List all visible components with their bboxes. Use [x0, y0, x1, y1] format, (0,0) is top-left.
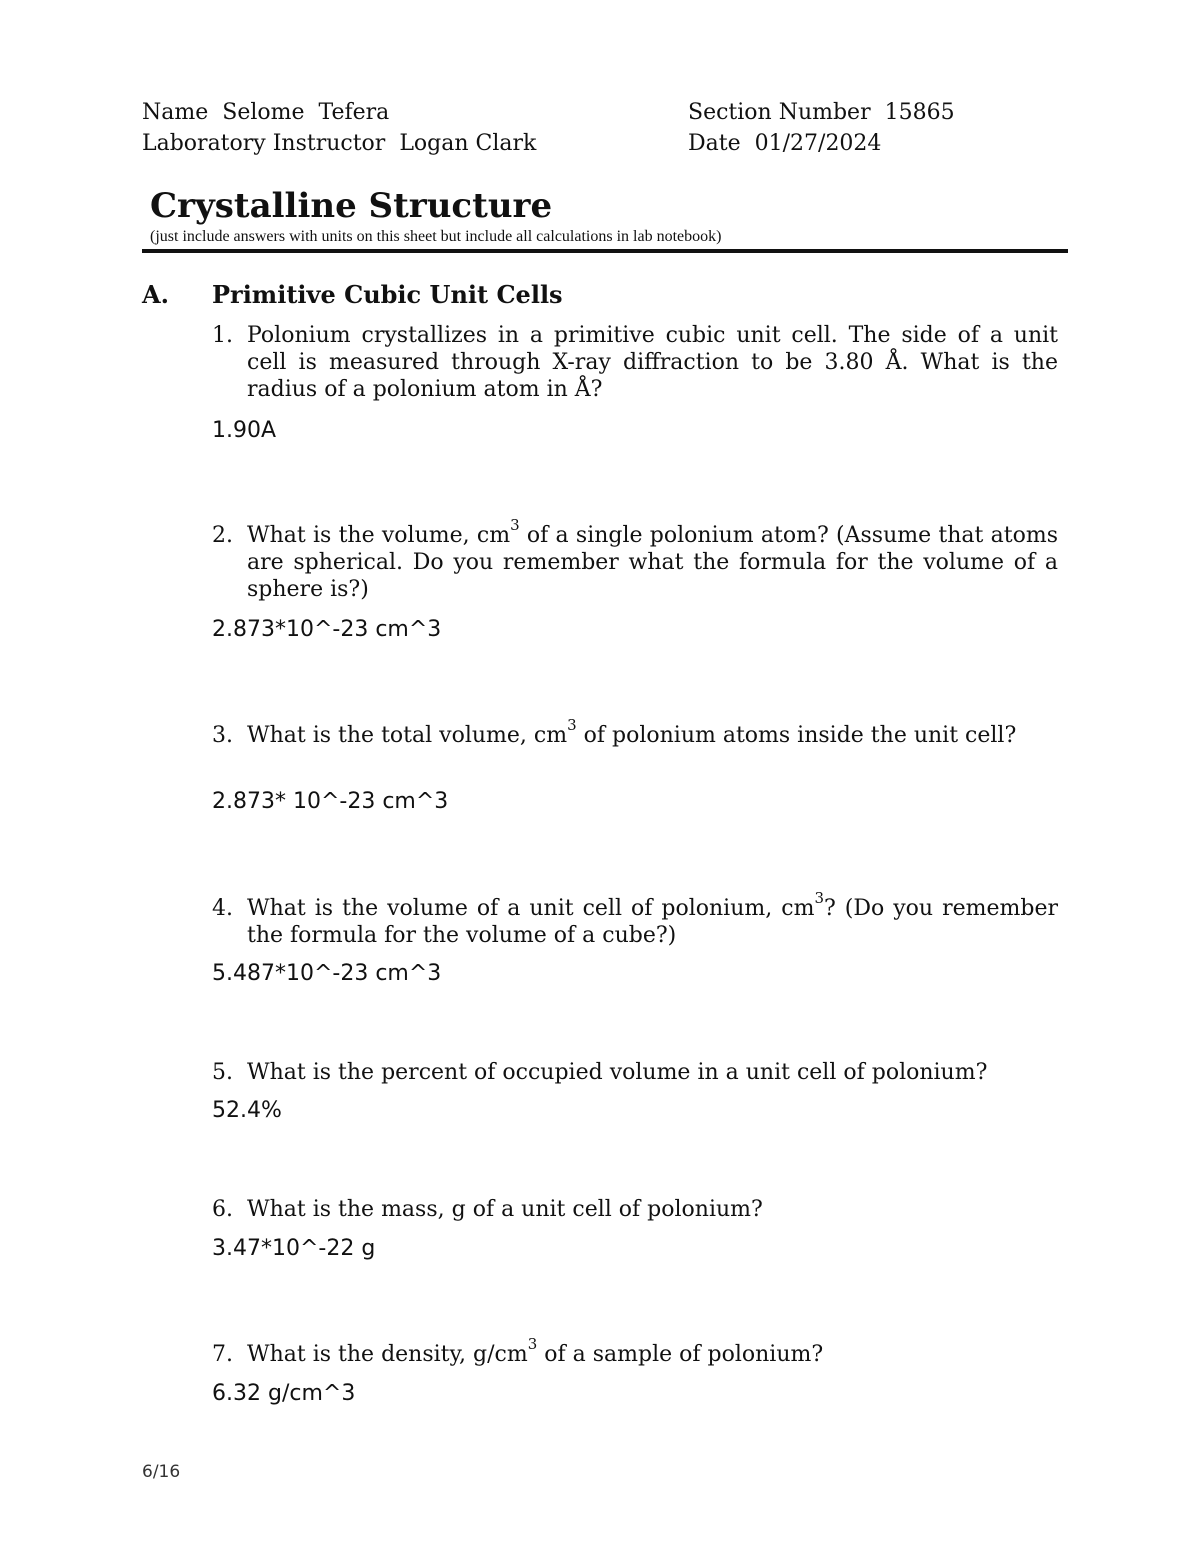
- question-text-part: What is the volume, cm: [247, 523, 511, 548]
- question-number: 5.: [212, 1060, 233, 1085]
- section-letter: A.: [142, 280, 169, 309]
- question-3: [212, 715, 1058, 749]
- question-text-part: What is the density, g/cm: [247, 1342, 528, 1367]
- title-divider: [142, 249, 1068, 253]
- answer-2: 2.873*10^-23 cm^3: [212, 617, 442, 642]
- superscript: 3: [527, 1334, 538, 1353]
- question-4: [212, 888, 1058, 949]
- answer-5: 52.4%: [212, 1098, 282, 1123]
- question-text: [247, 515, 1058, 603]
- question-text-part: of polonium atoms inside the unit cell?: [576, 723, 1017, 748]
- question-text-part: What is the percent of occupied volume in a unit cell of polonium?: [247, 1060, 988, 1085]
- page-number: 6/16: [142, 1462, 181, 1482]
- date-label: Date: [688, 131, 741, 156]
- answer-3: 2.873* 10^-23 cm^3: [212, 789, 449, 814]
- question-text-part: What is the mass, g of a unit cell of polonium?: [247, 1197, 763, 1222]
- question-number: 4.: [212, 896, 233, 921]
- section-number-field: [688, 100, 955, 125]
- question-text-part: of a single polonium atom? (Assume that atoms are spherical. Do you remember what the formula for the volume of a sphere is?): [247, 523, 1058, 602]
- name-field: [142, 100, 389, 125]
- question-text-part: What is the volume of a unit cell of polonium, cm: [247, 896, 815, 921]
- superscript: 3: [814, 888, 824, 907]
- question-text: [247, 715, 1058, 749]
- section-number-value: 15865: [884, 100, 955, 125]
- question-text-part: ? (Do you remember the formula for the volume of a cube?): [247, 896, 1058, 948]
- section-number-label: Section Number: [688, 100, 871, 125]
- question-1: [212, 322, 1058, 403]
- name-value: Selome Tefera: [222, 100, 390, 125]
- question-text: [247, 322, 1058, 403]
- question-number: 1.: [212, 323, 233, 348]
- page-title: Crystalline Structure: [150, 186, 553, 226]
- answer-7: 6.32 g/cm^3: [212, 1381, 356, 1406]
- date-field: [688, 131, 881, 156]
- section-title: Primitive Cubic Unit Cells: [212, 280, 563, 309]
- question-text: [247, 1334, 1058, 1368]
- question-6: [212, 1196, 1058, 1223]
- superscript: 3: [567, 715, 577, 734]
- date-value: 01/27/2024: [754, 131, 882, 156]
- superscript: 3: [510, 515, 520, 534]
- question-text: [247, 1059, 1058, 1086]
- answer-6: 3.47*10^-22 g: [212, 1236, 376, 1261]
- question-number: 3.: [212, 723, 233, 748]
- instructor-field: [142, 131, 536, 156]
- answer-4: 5.487*10^-23 cm^3: [212, 961, 442, 986]
- answer-1: 1.90A: [212, 418, 277, 443]
- question-number: 7.: [212, 1342, 233, 1367]
- question-text: [247, 888, 1058, 949]
- question-number: 2.: [212, 523, 233, 548]
- question-text: [247, 1196, 1058, 1223]
- question-7: [212, 1334, 1058, 1368]
- question-text-part: What is the total volume, cm: [247, 723, 568, 748]
- name-label: Name: [142, 100, 209, 125]
- instructor-label: Laboratory Instructor: [142, 131, 386, 156]
- page-subtitle: (just include answers with units on this sheet but include all calculations in lab notebook): [150, 228, 722, 245]
- question-2: [212, 515, 1058, 603]
- question-text-part: Polonium crystallizes in a primitive cubic unit cell. The side of a unit cell is measured through X-ray diffraction to be 3.80 Å. What is the radius of a polonium atom in Å?: [247, 323, 1058, 402]
- question-number: 6.: [212, 1197, 233, 1222]
- instructor-value: Logan Clark: [399, 131, 537, 156]
- question-text-part: of a sample of polonium?: [537, 1342, 824, 1367]
- question-5: [212, 1059, 1058, 1086]
